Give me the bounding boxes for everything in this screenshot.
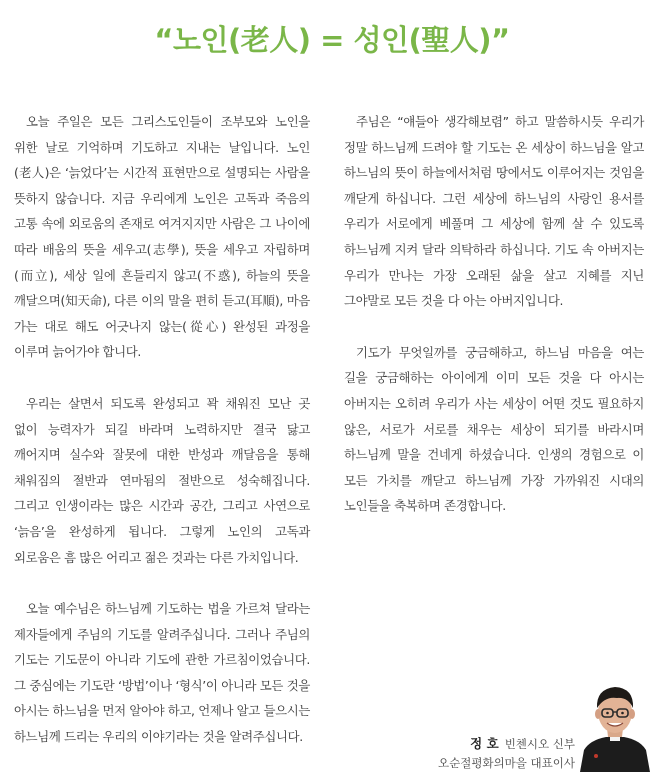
paragraph: 오늘 예수님은 하느님께 기도하는 법을 가르쳐 달라는 제자들에게 주님의 기도를 알려주십니다. 그러나 주님의 기도는 기도문이 아니라 기도에 관한 가르침이었습니다. 그 중심에는 기도란 ‘방법’이나 ‘형식’이 아니라 모든 것을 아시는 하느님을 먼저 알아야 하고, 언제나 알고 들으시는 하느님께 드리는 우리의 이야기라는 것을 알려주십니다. bbox=[14, 601, 310, 745]
author-photo bbox=[576, 676, 654, 772]
paragraph: 우리는 살면서 되도록 완성되고 꽉 채워진 모난 곳 없이 능력자가 되길 바라며 노력하지만 결국 닳고 깨어지며 실수와 잘못에 대한 반성과 깨달음을 통해 채워짐의 절반과 연마됨의 절반으로 성숙해집니다. 그리고 인생이라는 많은 시간과 공간, 그리고 사연으로 ‘늙음’을 완성하게 됩니다. 그렇게 노인의 고독과 외로움은 흠 많은 어리고 젊은 것과는 다른 가치입니다. bbox=[14, 395, 310, 565]
author-role: 빈첸시오 신부 bbox=[504, 737, 575, 751]
paragraph: 오늘 주일은 모든 그리스도인들이 조부모와 노인을 위한 날로 기억하며 기도하고 지내는 날입니다. 노인(老人)은 ‘늙었다’는 시간적 표현만으로 설명되는 사람을 뜻하지 않습니다. 지금 우리에게 노인은 고독과 죽음의 고통 속에 외로움의 존재로 여겨지지만 사람은 그 나이에 따라 배움의 뜻을 세우고(志學), 뜻을 세우고 자립하며(而立), 세상 일에 흔들리지 않고(不惑), 하늘의 뜻을 깨달으며(知天命), 다른 이의 말을 편히 듣고(耳順), 마음 가는 대로 해도 어긋나지 않는(從心) 완성된 과정을 이루며 늙어가야 합니다. bbox=[14, 114, 310, 360]
author-byline bbox=[438, 734, 575, 773]
author-organization: 오순절평화의마을 대표이사 bbox=[438, 756, 575, 770]
paragraph: 기도가 무엇일까를 궁금해하고, 하느님 마음을 여는 길을 궁금해하는 아이에게 이미 모든 것을 다 아시는 아버지는 오히려 우리가 사는 세상이 어떤 것도 필요하지 않은, 서로가 서로를 채우는 세상이 되기를 바라시며 하느님께 말을 건네게 하셨습니다. 인생의 경험으로 이 모든 가치를 깨닫고 하느님께 가장 가까워진 시대의 노인들을 축복하며 존경합니다. bbox=[344, 344, 644, 514]
page-title: “노인(老人) = 성인(聖人)” bbox=[154, 23, 510, 57]
author-name: 정 호 bbox=[470, 736, 499, 751]
left-column bbox=[14, 109, 310, 750]
right-column bbox=[344, 109, 644, 519]
paragraph: 주님은 “얘들아 생각해보렴” 하고 말씀하시듯 우리가 정말 하느님께 드려야 할 기도는 온 세상이 하느님을 알고 하느님의 뜻이 하늘에서처럼 땅에서도 이루어지는 것임을 깨닫게 하십니다. 그런 세상에 하느님의 사랑인 용서를 우리가 서로에게 베풀며 그 세상에 함께 살 수 있도록 하느님께 지켜 달라 의탁하라 하십니다. 기도 속 아버지는 우리가 만나는 가장 오래된 삶을 살고 지혜를 지닌 그야말로 모든 것을 다 아는 아버지입니다. bbox=[344, 114, 644, 309]
priest-portrait-icon bbox=[576, 676, 654, 772]
